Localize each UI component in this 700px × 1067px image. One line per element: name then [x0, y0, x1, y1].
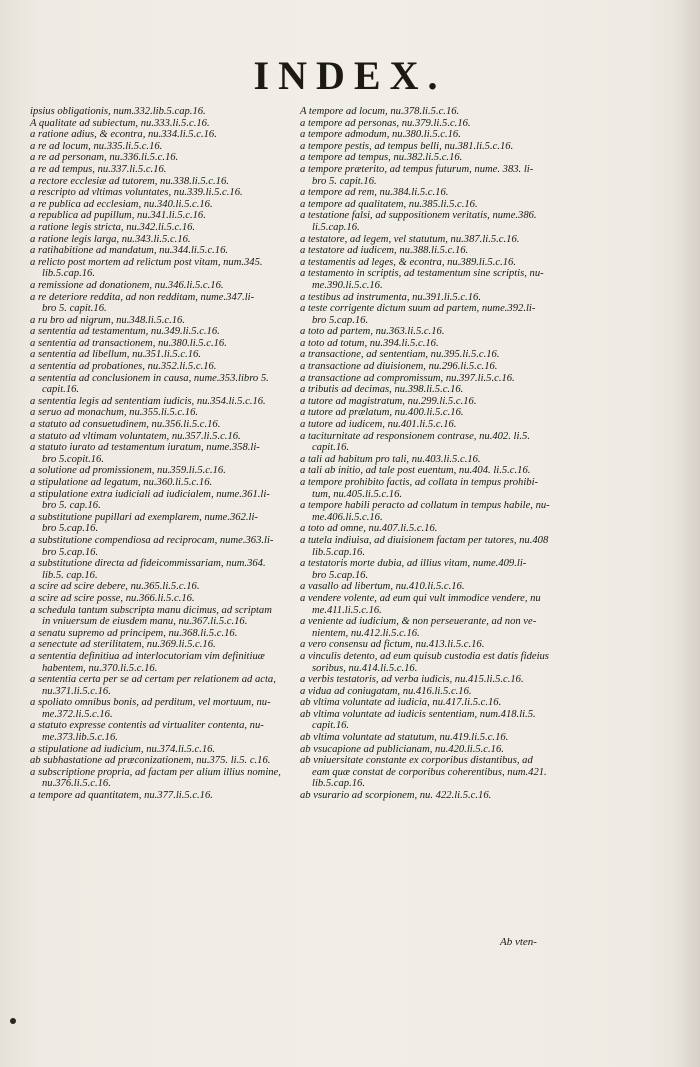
index-entry-line: A qualitate ad subiectum, nu.333.li.5.c.16.: [30, 117, 210, 129]
index-entry-line: a transactione ad diuisionem, nu.296.li.5.c.16.: [300, 361, 498, 373]
index-entry-line: a vero consensu ad fictum, nu.413.li.5.c.16.: [300, 639, 485, 651]
index-entry: [30, 373, 292, 396]
index-entry-line: a tempore ad qualitatem, nu.385.li.5.c.16.: [300, 198, 478, 210]
index-entry-line: a testatione falsi, ad suppositionem veritatis, nume.386.: [300, 210, 537, 222]
index-entry: [30, 349, 292, 361]
index-entry-line: ab vltima voluntate ad iudicis sententiam, num.418.li.5.: [300, 708, 536, 720]
page-title: INDEX.: [253, 53, 447, 98]
index-entry: [300, 523, 568, 535]
index-entry-continuation: tum, nu.405.li.5.c.16.: [312, 488, 403, 500]
index-entry-line: a tutore ad iudicem, nu.401.li.5.c.16.: [300, 419, 457, 431]
index-entry: [300, 106, 568, 118]
index-entry: [300, 199, 568, 211]
index-entry: [30, 581, 292, 593]
index-entry: [30, 755, 292, 767]
catchword: Ab vten-: [500, 936, 537, 948]
index-entry: [30, 697, 292, 720]
index-entry-line: a stipulatione ad iudicium, nu.374.li.5.c.16.: [30, 743, 216, 755]
index-entry: [30, 767, 292, 790]
index-entry: [300, 396, 568, 408]
index-entry-line: a sententia definitiua ad interlocutoriam vim definitiuæ: [30, 650, 265, 662]
index-entry-line: a testatore ad iudicem, nu.388.li.5.c.16.: [300, 245, 469, 257]
index-entry: [300, 558, 568, 581]
index-entry: [300, 141, 568, 153]
index-entry-line: a vendere volente, ad eum qui vult immodice vendere, nu: [300, 592, 541, 604]
index-entry-line: a toto ad partem, nu.363.li.5.c.16.: [300, 326, 445, 338]
index-entry: [300, 581, 568, 593]
index-entry-line: a tempore pestis, ad tempus belli, nu.381.li.5.c.16.: [300, 140, 514, 152]
index-entry-line: a testatoris morte dubia, ad illius vitam, nume.409.li-: [300, 558, 527, 570]
index-entry: [30, 280, 292, 292]
index-entry-continuation: bro 5.cap.16.: [42, 523, 99, 535]
index-entry-continuation: eam quæ constat de corporibus coherentibus, num.421.: [312, 766, 547, 778]
index-entry-continuation: bro 5. capit.16.: [42, 303, 107, 315]
index-entry-line: a re deteriore reddita, ad non redditam, nume.347.li-: [30, 291, 255, 303]
index-entry: [300, 234, 568, 246]
index-entry: [300, 454, 568, 466]
index-entry-continuation: bro 5.cap.16.: [42, 546, 99, 558]
index-entry: [30, 118, 292, 130]
index-entry-continuation: capit.16.: [312, 442, 350, 454]
index-entry: [30, 512, 292, 535]
index-entry-line: a tempore ad quantitatem, nu.377.li.5.c.16.: [30, 790, 213, 802]
index-entry: [300, 500, 568, 523]
index-entry: [30, 465, 292, 477]
index-entry: [30, 176, 292, 188]
index-entry-continuation: habentem, nu.370.li.5.c.16.: [42, 662, 158, 674]
index-entry-line: ab vltima voluntate ad statutum, nu.419.li.5.c.16.: [300, 732, 509, 744]
index-entry-line: ab vniuersitate constante ex corporibus distantibus, ad: [300, 755, 533, 767]
index-entry-line: a tempore præterito, ad tempus futurum, nume. 383. li-: [300, 163, 534, 175]
index-entry: [30, 234, 292, 246]
index-entry-line: a taciturnitate ad responsionem contrase, nu.402. li.5.: [300, 430, 531, 442]
index-entry: [300, 361, 568, 373]
index-entry: [30, 187, 292, 199]
index-entry-continuation: me.411.li.5.c.16.: [312, 604, 382, 616]
index-entry: [300, 651, 568, 674]
index-entry-line: a ratione legis larga, nu.343.li.5.c.16.: [30, 233, 191, 245]
index-entry: [300, 477, 568, 500]
index-entry-line: a seruo ad monachum, nu.355.li.5.c.16.: [30, 407, 199, 419]
index-entry-line: a subscriptione propria, ad factam per alium illius nomine,: [30, 766, 281, 778]
index-entry: [300, 338, 568, 350]
index-entry-line: a ratione legis stricta, nu.342.li.5.c.16.: [30, 221, 196, 233]
index-entry: [300, 187, 568, 199]
index-entry: [300, 210, 568, 233]
index-entry: [30, 477, 292, 489]
index-entry-line: a statuto ad consuetudinem, nu.356.li.5.c.16.: [30, 419, 221, 431]
index-entry: [300, 349, 568, 361]
index-entry: [30, 605, 292, 628]
index-entry-line: a teste corrigente dictum suum ad partem, nume.392.li-: [300, 303, 536, 315]
index-entry-line: a sententia ad probationes, nu.352.li.5.c.16.: [30, 361, 217, 373]
index-entry-line: a tempore habili peracto ad collatum in tempus habile, nu-: [300, 500, 550, 512]
index-entry-line: a stipulatione ad legatum, nu.360.li.5.c.16.: [30, 477, 213, 488]
index-entry-line: a relicto post mortem ad relictum post vitam, num.345.: [30, 256, 263, 268]
index-entry: [300, 744, 568, 756]
index-entry: [300, 384, 568, 396]
index-entry-continuation: capit.16.: [42, 384, 80, 396]
index-entry-line: a sententia legis ad sententiam iudicis, nu.354.li.5.c.16.: [30, 395, 266, 407]
index-entry-line: a senectute ad sterilitatem, nu.369.li.5.c.16.: [30, 639, 216, 651]
index-entry-line: a tempore ad personas, nu.379.li.5.c.16.: [300, 117, 471, 129]
index-entry: [30, 407, 292, 419]
index-entry: [30, 535, 292, 558]
index-entry-continuation: nientem, nu.412.li.5.c.16.: [312, 627, 420, 639]
index-entry-continuation: nu.371.li.5.c.16.: [42, 685, 111, 697]
index-entry-line: a spoliato omnibus bonis, ad perditum, vel mortuum, nu-: [30, 697, 271, 709]
index-entry-line: a senatu supremo ad principem, nu.368.li.5.c.16.: [30, 627, 238, 639]
index-entry-line: a transactione ad compromissum, nu.397.li.5.c.16.: [300, 372, 515, 384]
index-entry: [30, 338, 292, 350]
index-entry: [30, 292, 292, 315]
index-entry: [300, 616, 568, 639]
index-entry-line: a vasallo ad libertum, nu.410.li.5.c.16.: [300, 581, 465, 593]
index-entry: [300, 639, 568, 651]
index-entry: [300, 593, 568, 616]
left-index-column: [30, 106, 292, 802]
right-index-column: [300, 106, 568, 802]
index-entry: [300, 465, 568, 477]
index-entry: [30, 593, 292, 605]
index-entry-continuation: bro 5. capit.16.: [312, 175, 377, 187]
index-entry-line: a republica ad pupillum, nu.341.li.5.c.16.: [30, 210, 206, 222]
index-entry-line: a rescripto ad vltimas voluntates, nu.339.li.5.c.16.: [30, 187, 243, 199]
index-entry-line: a re publica ad ecclesiam, nu.340.li.5.c.16.: [30, 198, 213, 210]
index-entry-line: a rectore ecclesiæ ad tutorem, nu.338.li.5.c.16.: [30, 175, 229, 187]
index-entry-line: a re ad tempus, nu.337.li.5.c.16.: [30, 163, 167, 175]
index-entry-line: a sententia certa per se ad certam per relationem ad acta,: [30, 674, 276, 686]
index-entry-continuation: me.372.li.5.c.16.: [42, 708, 113, 720]
index-entry-line: a ratihabitione ad mandatum, nu.344.li.5.c.16.: [30, 245, 229, 257]
index-entry: [300, 268, 568, 291]
index-entry-line: a re ad locum, nu.335.li.5.c.16.: [30, 140, 163, 152]
index-entry-line: a scire ad scire posse, nu.366.li.5.c.16.: [30, 592, 195, 604]
index-entry-line: a stipulatione extra iudiciali ad iudicialem, nume.361.li-: [30, 488, 270, 500]
index-entry: [30, 222, 292, 234]
index-entry: [300, 303, 568, 326]
index-entry-line: a sententia ad conclusionem in causa, nume.353.libro 5.: [30, 372, 269, 384]
index-entry-continuation: me.390.li.5.c.16.: [312, 279, 383, 291]
index-entry-continuation: nu.376.li.5.c.16.: [42, 778, 111, 790]
index-entry-line: a testamento in scriptis, ad testamentum sine scriptis, nu-: [300, 268, 544, 280]
index-entry: [30, 639, 292, 651]
index-entry-continuation: bro 5.cap.16.: [312, 569, 369, 581]
index-entry-line: a tutore ad prælatum, nu.400.li.5.c.16.: [300, 407, 464, 419]
index-entry-continuation: bro 5.cap.16.: [312, 314, 369, 326]
index-entry-line: a substitutione compendiosa ad reciprocam, nume.363.li-: [30, 534, 274, 546]
index-entry-line: ab vltima voluntate ad iudicia, nu.417.li.5.c.16.: [300, 697, 502, 709]
index-entry: [300, 129, 568, 141]
index-entry-continuation: me.406.li.5.c.16.: [312, 511, 383, 523]
index-entry-line: a scire ad scire debere, nu.365.li.5.c.16.: [30, 581, 200, 593]
index-entry: [30, 651, 292, 674]
index-entry: [30, 361, 292, 373]
index-entry: [30, 489, 292, 512]
index-entry-continuation: me.373.lib.5.c.16.: [42, 732, 118, 744]
index-entry-line: a tempore prohibito factis, ad collata in tempus prohibi-: [300, 477, 539, 488]
ink-spot: [10, 1018, 16, 1024]
index-entry-continuation: soribus, nu.414.li.5.c.16.: [312, 662, 418, 674]
index-entry-line: a testibus ad instrumenta, nu.391.li.5.c.16.: [300, 291, 481, 303]
index-entry-continuation: li.5.cap.16.: [312, 221, 360, 233]
index-entry-line: ab subhastatione ad præconizationem, nu.375. li.5. c.16.: [30, 755, 271, 767]
index-entry-line: a transactione, ad sententiam, nu.395.li.5.c.16.: [300, 349, 500, 361]
index-entry-line: a veniente ad iudicium, & non perseuerante, ad non ve-: [300, 616, 537, 628]
index-entry-line: a statuto ad vltimam voluntatem, nu.357.li.5.c.16.: [30, 430, 241, 442]
page-edge-shadow: [674, 0, 700, 1067]
index-entry-continuation: lib.5.cap.16.: [312, 546, 365, 558]
index-entry-line: a substitutione directa ad fideicommissariam, num.364.: [30, 558, 266, 570]
index-entry-line: a sententia ad transactionem, nu.380.li.5.c.16.: [30, 337, 227, 349]
index-entry: [300, 732, 568, 744]
index-entry: [300, 164, 568, 187]
index-entry-line: a sententia ad testamentum, nu.349.li.5.c.16.: [30, 326, 220, 338]
index-entry-line: a re ad personam, nu.336.li.5.c.16.: [30, 152, 179, 164]
index-entry-continuation: lib.5.cap.16.: [42, 268, 95, 280]
index-entry: [30, 152, 292, 164]
index-entry: [300, 419, 568, 431]
index-entry-line: a remissione ad donationem, nu.346.li.5.c.16.: [30, 279, 224, 291]
index-entry-line: a tutore ad magistratum, nu.299.li.5.c.16.: [300, 395, 477, 407]
index-entry: [300, 407, 568, 419]
index-entry: [30, 674, 292, 697]
index-entry: [30, 419, 292, 431]
index-entry: [300, 373, 568, 385]
index-entry-line: a ratione adius, & econtra, nu.334.li.5.c.16.: [30, 129, 217, 141]
index-entry-line: a verbis testatoris, ad verba iudicis, nu.415.li.5.c.16.: [300, 674, 524, 686]
index-entry: [300, 292, 568, 304]
index-entry-line: a vidua ad coniugatam, nu.416.li.5.c.16.: [300, 685, 472, 697]
index-entry-continuation: lib.5. cap.16.: [42, 569, 98, 581]
index-entry: [30, 431, 292, 443]
index-entry: [30, 315, 292, 327]
index-entry: [30, 164, 292, 176]
index-entry-line: a tempore admodum, nu.380.li.5.c.16.: [300, 129, 461, 141]
index-entry-line: A tempore ad locum, nu.378.li.5.c.16.: [300, 106, 460, 117]
index-entry: [30, 199, 292, 211]
index-entry-continuation: bro 5.copit.16.: [42, 453, 104, 465]
index-entry: [300, 535, 568, 558]
index-entry: [300, 674, 568, 686]
index-entry: [300, 118, 568, 130]
index-entry-line: a statuto expresse contentis ad virtualiter contenta, nu-: [30, 720, 264, 732]
index-entry-line: a statuto iurato ad testamentum iuratum, nume.358.li-: [30, 442, 260, 454]
index-entry-line: a tempore ad tempus, nu.382.li.5.c.16.: [300, 152, 463, 164]
index-entry-line: a sententia ad libellum, nu.351.li.5.c.16.: [30, 349, 201, 361]
index-entry: [30, 790, 292, 802]
index-entry: [30, 720, 292, 743]
index-entry-line: a schedula tantum subscripta manu dicimus, ad scriptam: [30, 604, 272, 616]
index-entry: [300, 431, 568, 454]
index-entry: [30, 210, 292, 222]
index-entry-continuation: capit.16.: [312, 720, 350, 732]
index-entry: [30, 257, 292, 280]
index-entry-line: ipsius obligationis, num.332.lib.5.cap.16.: [30, 106, 206, 117]
index-entry-line: ab vsurario ad scorpionem, nu. 422.li.5.c.16.: [300, 790, 492, 802]
index-entry-line: a solutione ad promissionem, nu.359.li.5.c.16.: [30, 465, 226, 477]
index-entry: [300, 257, 568, 269]
index-entry: [300, 245, 568, 257]
index-entry: [300, 697, 568, 709]
index-entry-line: a toto ad totum, nu.394.li.5.c.16.: [300, 337, 439, 349]
index-entry: [30, 396, 292, 408]
index-entry: [300, 686, 568, 698]
index-entry: [300, 790, 568, 802]
index-entry-continuation: lib.5.cap.16.: [312, 778, 365, 790]
index-entry: [30, 245, 292, 257]
index-entry-line: a vinculis detento, ad eum quisub custodia est datis fideius: [300, 650, 549, 662]
index-entry: [30, 628, 292, 640]
index-entry-line: a tutela indiuisa, ad diuisionem factam per tutores, nu.408: [300, 534, 549, 546]
index-entry: [300, 326, 568, 338]
index-entry-line: a tributis ad decimas, nu.398.li.5.c.16.: [300, 384, 464, 396]
index-entry: [30, 558, 292, 581]
index-entry: [30, 106, 292, 118]
index-entry-line: a tempore ad rem, nu.384.li.5.c.16.: [300, 187, 449, 199]
index-entry-line: a ru bro ad nigrum, nu.348.li.5.c.16.: [30, 314, 185, 326]
index-entry-line: a testamentis ad leges, & econtra, nu.389.li.5.c.16.: [300, 256, 516, 268]
index-entry: [30, 129, 292, 141]
index-entry: [30, 326, 292, 338]
index-entry-line: a tali ab initio, ad tale post euentum, nu.404. li.5.c.16.: [300, 465, 531, 477]
index-entry: [30, 744, 292, 756]
index-entry-line: ab vsucapione ad publicianam, nu.420.li.5.c.16.: [300, 743, 504, 755]
index-entry-line: a testatore, ad legem, vel statutum, nu.387.li.5.c.16.: [300, 233, 520, 245]
index-entry: [300, 709, 568, 732]
index-entry-line: a toto ad omne, nu.407.li.5.c.16.: [300, 523, 438, 535]
index-entry-line: a tali ad habitum pro tali, nu.403.li.5.c.16.: [300, 453, 481, 465]
index-entry: [300, 152, 568, 164]
index-entry-continuation: in vniuersum de eiusdem manu, nu.367.li.5.c.16.: [42, 616, 248, 628]
index-entry-continuation: bro 5. cap.16.: [42, 500, 101, 512]
index-entry: [30, 442, 292, 465]
index-entry: [300, 755, 568, 790]
index-entry-line: a substitutione pupillari ad exemplarem, nume.362.li-: [30, 511, 258, 523]
index-entry: [30, 141, 292, 153]
